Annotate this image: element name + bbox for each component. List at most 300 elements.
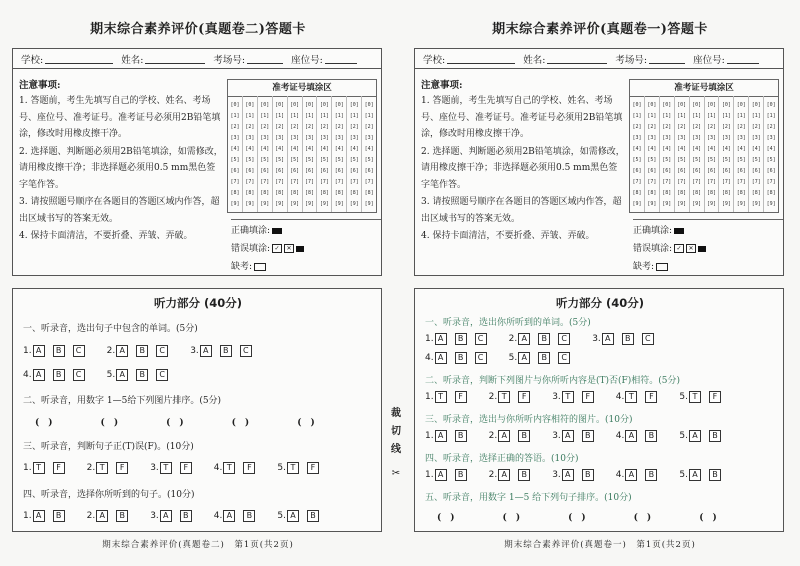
digit-bubble[interactable]: [5] [736,157,746,163]
option-bubble[interactable]: A [33,369,45,381]
option-bubble[interactable]: T [562,391,574,403]
option-bubble[interactable]: C [475,333,487,345]
digit-bubble[interactable]: [4] [290,146,300,152]
digit-bubble[interactable]: [3] [662,135,672,141]
digit-bubble[interactable]: [7] [230,179,240,185]
order-blank[interactable]: ( ) [699,513,717,523]
digit-bubble[interactable]: [5] [304,157,314,163]
room-field[interactable] [649,53,685,64]
digit-bubble[interactable]: [3] [736,135,746,141]
option-bubble[interactable]: C [156,345,168,357]
room-field[interactable] [247,53,283,64]
digit-bubble[interactable]: [3] [319,135,329,141]
digit-bubble[interactable]: [9] [304,201,314,207]
digit-bubble[interactable]: [9] [751,201,761,207]
option-bubble[interactable]: A [518,333,530,345]
digit-bubble[interactable]: [5] [334,157,344,163]
absent-box[interactable] [254,263,266,271]
digit-bubble[interactable]: [6] [766,168,776,174]
digit-bubble[interactable]: [8] [647,190,657,196]
digit-bubble[interactable]: [9] [364,201,374,207]
option-bubble[interactable]: B [582,430,594,442]
digit-bubble[interactable]: [7] [319,179,329,185]
digit-bubble[interactable]: [0] [245,102,255,108]
digit-bubble[interactable]: [8] [364,190,374,196]
digit-bubble[interactable]: [3] [349,135,359,141]
option-bubble[interactable]: A [498,469,510,481]
digit-bubble[interactable]: [4] [334,146,344,152]
digit-bubble[interactable]: [4] [766,146,776,152]
option-bubble[interactable]: B [709,430,721,442]
digit-bubble[interactable]: [5] [706,157,716,163]
digit-bubble[interactable]: [2] [319,124,329,130]
digit-bubble[interactable]: [4] [632,146,642,152]
digit-bubble[interactable]: [0] [706,102,716,108]
digit-bubble[interactable]: [7] [632,179,642,185]
option-bubble[interactable]: F [180,462,192,474]
option-bubble[interactable]: A [562,430,574,442]
digit-bubble[interactable]: [2] [334,124,344,130]
option-bubble[interactable]: B [518,430,530,442]
digit-bubble[interactable]: [4] [319,146,329,152]
option-bubble[interactable]: B [455,352,467,364]
digit-bubble[interactable]: [7] [245,179,255,185]
option-bubble[interactable]: B [116,510,128,522]
digit-bubble[interactable]: [5] [245,157,255,163]
option-bubble[interactable]: C [73,369,85,381]
digit-bubble[interactable]: [5] [677,157,687,163]
digit-bubble[interactable]: [6] [349,168,359,174]
option-bubble[interactable]: T [689,391,701,403]
digit-bubble[interactable]: [9] [692,201,702,207]
digit-bubble[interactable]: [6] [304,168,314,174]
digit-bubble[interactable]: [6] [706,168,716,174]
digit-bubble[interactable]: [7] [736,179,746,185]
digit-bubble[interactable]: [0] [632,102,642,108]
option-bubble[interactable]: B [455,430,467,442]
option-bubble[interactable]: A [518,352,530,364]
digit-bubble[interactable]: [0] [751,102,761,108]
digit-bubble[interactable]: [5] [721,157,731,163]
option-bubble[interactable]: T [223,462,235,474]
digit-bubble[interactable]: [9] [632,201,642,207]
digit-bubble[interactable]: [8] [290,190,300,196]
digit-bubble[interactable]: [3] [647,135,657,141]
option-bubble[interactable]: B [53,510,65,522]
digit-bubble[interactable]: [7] [766,179,776,185]
digit-bubble[interactable]: [5] [632,157,642,163]
digit-bubble[interactable]: [1] [677,113,687,119]
digit-bubble[interactable]: [9] [662,201,672,207]
option-bubble[interactable]: A [200,345,212,357]
option-bubble[interactable]: A [435,333,447,345]
digit-bubble[interactable]: [2] [230,124,240,130]
digit-bubble[interactable]: [4] [230,146,240,152]
digit-bubble[interactable]: [5] [364,157,374,163]
digit-bubble[interactable]: [5] [751,157,761,163]
digit-bubble[interactable]: [9] [275,201,285,207]
digit-bubble[interactable]: [0] [692,102,702,108]
digit-bubble[interactable]: [2] [349,124,359,130]
digit-bubble[interactable]: [1] [230,113,240,119]
digit-bubble[interactable]: [2] [245,124,255,130]
digit-bubble[interactable]: [7] [275,179,285,185]
digit-bubble[interactable]: [2] [662,124,672,130]
digit-bubble[interactable]: [8] [736,190,746,196]
digit-bubble[interactable]: [9] [334,201,344,207]
option-bubble[interactable]: B [645,469,657,481]
digit-bubble[interactable]: [1] [647,113,657,119]
digit-bubble[interactable]: [9] [677,201,687,207]
digit-bubble[interactable]: [0] [334,102,344,108]
digit-bubble[interactable]: [0] [275,102,285,108]
option-bubble[interactable]: A [625,469,637,481]
digit-bubble[interactable]: [4] [364,146,374,152]
digit-bubble[interactable]: [8] [706,190,716,196]
digit-bubble[interactable]: [9] [721,201,731,207]
option-bubble[interactable]: F [243,462,255,474]
digit-bubble[interactable]: [4] [736,146,746,152]
digit-bubble[interactable]: [9] [245,201,255,207]
digit-bubble[interactable]: [3] [290,135,300,141]
order-blank[interactable]: ( ) [100,418,119,428]
digit-bubble[interactable]: [0] [319,102,329,108]
option-bubble[interactable]: A [435,430,447,442]
digit-bubble[interactable]: [4] [245,146,255,152]
digit-bubble[interactable]: [1] [364,113,374,119]
digit-bubble[interactable]: [4] [260,146,270,152]
option-bubble[interactable]: C [642,333,654,345]
digit-bubble[interactable]: [4] [304,146,314,152]
option-bubble[interactable]: A [96,510,108,522]
order-blank[interactable]: ( ) [231,418,250,428]
digit-bubble[interactable]: [9] [349,201,359,207]
digit-bubble[interactable]: [0] [662,102,672,108]
digit-bubble[interactable]: [1] [692,113,702,119]
digit-bubble[interactable]: [6] [275,168,285,174]
digit-bubble[interactable]: [6] [632,168,642,174]
digit-bubble[interactable]: [3] [304,135,314,141]
digit-bubble[interactable]: [8] [632,190,642,196]
option-bubble[interactable]: B [307,510,319,522]
option-bubble[interactable]: B [538,333,550,345]
option-bubble[interactable]: C [558,333,570,345]
digit-bubble[interactable]: [0] [304,102,314,108]
digit-bubble[interactable]: [0] [230,102,240,108]
option-bubble[interactable]: T [625,391,637,403]
digit-bubble[interactable]: [2] [736,124,746,130]
digit-bubble[interactable]: [1] [304,113,314,119]
seat-field[interactable] [325,53,357,64]
digit-bubble[interactable]: [7] [751,179,761,185]
digit-bubble[interactable]: [2] [692,124,702,130]
digit-bubble[interactable]: [5] [647,157,657,163]
option-bubble[interactable]: B [136,369,148,381]
digit-bubble[interactable]: [1] [290,113,300,119]
digit-bubble[interactable]: [1] [766,113,776,119]
digit-bubble[interactable]: [4] [706,146,716,152]
order-blank[interactable]: ( ) [166,418,184,428]
digit-bubble[interactable]: [7] [662,179,672,185]
absent-box[interactable] [656,263,668,271]
option-bubble[interactable]: F [518,391,530,403]
digit-bubble[interactable]: [1] [706,113,716,119]
digit-bubble[interactable]: [9] [260,201,270,207]
grid-columns[interactable] [630,96,778,212]
digit-bubble[interactable]: [8] [662,190,672,196]
digit-bubble[interactable]: [3] [230,135,240,141]
digit-bubble[interactable]: [8] [766,190,776,196]
digit-bubble[interactable]: [1] [245,113,255,119]
digit-bubble[interactable]: [3] [766,135,776,141]
digit-bubble[interactable]: [9] [706,201,716,207]
digit-bubble[interactable]: [2] [275,124,285,130]
option-bubble[interactable]: T [498,391,510,403]
digit-bubble[interactable]: [4] [662,146,672,152]
digit-bubble[interactable]: [3] [364,135,374,141]
option-bubble[interactable]: A [625,430,637,442]
option-bubble[interactable]: A [689,430,701,442]
digit-bubble[interactable]: [8] [334,190,344,196]
digit-bubble[interactable]: [4] [751,146,761,152]
digit-bubble[interactable]: [4] [677,146,687,152]
option-bubble[interactable]: A [689,469,701,481]
digit-bubble[interactable]: [3] [721,135,731,141]
option-bubble[interactable]: A [116,369,128,381]
digit-bubble[interactable]: [6] [736,168,746,174]
digit-bubble[interactable]: [3] [334,135,344,141]
digit-bubble[interactable]: [0] [260,102,270,108]
digit-bubble[interactable]: [3] [751,135,761,141]
digit-bubble[interactable]: [6] [290,168,300,174]
option-bubble[interactable]: A [287,510,299,522]
digit-bubble[interactable]: [7] [260,179,270,185]
option-bubble[interactable]: B [53,369,65,381]
digit-bubble[interactable]: [7] [647,179,657,185]
digit-bubble[interactable]: [0] [290,102,300,108]
digit-bubble[interactable]: [0] [766,102,776,108]
digit-bubble[interactable]: [5] [290,157,300,163]
order-blank[interactable]: ( ) [502,513,521,523]
digit-bubble[interactable]: [3] [260,135,270,141]
option-bubble[interactable]: T [435,391,447,403]
order-blank[interactable]: ( ) [437,513,455,523]
digit-bubble[interactable]: [5] [275,157,285,163]
seat-field[interactable] [727,53,759,64]
option-bubble[interactable]: B [645,430,657,442]
digit-bubble[interactable]: [0] [677,102,687,108]
option-bubble[interactable]: B [53,345,65,357]
digit-bubble[interactable]: [8] [260,190,270,196]
option-bubble[interactable]: B [220,345,232,357]
option-bubble[interactable]: B [180,510,192,522]
digit-bubble[interactable]: [3] [692,135,702,141]
order-blank[interactable]: ( ) [297,418,315,428]
option-bubble[interactable]: A [602,333,614,345]
digit-bubble[interactable]: [1] [751,113,761,119]
digit-bubble[interactable]: [9] [736,201,746,207]
digit-bubble[interactable]: [8] [319,190,329,196]
digit-bubble[interactable]: [2] [751,124,761,130]
digit-bubble[interactable]: [9] [319,201,329,207]
digit-bubble[interactable]: [7] [692,179,702,185]
digit-bubble[interactable]: [7] [349,179,359,185]
digit-bubble[interactable]: [9] [766,201,776,207]
option-bubble[interactable]: B [455,469,467,481]
digit-bubble[interactable]: [1] [275,113,285,119]
digit-bubble[interactable]: [5] [766,157,776,163]
digit-bubble[interactable]: [6] [230,168,240,174]
option-bubble[interactable]: A [435,469,447,481]
digit-bubble[interactable]: [0] [364,102,374,108]
digit-bubble[interactable]: [8] [721,190,731,196]
digit-bubble[interactable]: [7] [290,179,300,185]
digit-bubble[interactable]: [5] [260,157,270,163]
digit-bubble[interactable]: [9] [230,201,240,207]
school-field[interactable] [447,53,515,64]
digit-bubble[interactable]: [8] [677,190,687,196]
option-bubble[interactable]: T [160,462,172,474]
digit-bubble[interactable]: [3] [677,135,687,141]
digit-bubble[interactable]: [2] [647,124,657,130]
grid-columns[interactable] [228,96,376,212]
digit-bubble[interactable]: [9] [290,201,300,207]
option-bubble[interactable]: F [455,391,467,403]
digit-bubble[interactable]: [6] [245,168,255,174]
digit-bubble[interactable]: [1] [334,113,344,119]
name-field[interactable] [547,53,607,64]
option-bubble[interactable]: F [709,391,721,403]
digit-bubble[interactable]: [1] [736,113,746,119]
digit-bubble[interactable]: [2] [766,124,776,130]
digit-bubble[interactable]: [5] [349,157,359,163]
option-bubble[interactable]: C [240,345,252,357]
digit-bubble[interactable]: [6] [721,168,731,174]
option-bubble[interactable]: C [156,369,168,381]
digit-bubble[interactable]: [2] [364,124,374,130]
digit-bubble[interactable]: [3] [245,135,255,141]
option-bubble[interactable]: F [53,462,65,474]
option-bubble[interactable]: F [116,462,128,474]
digit-bubble[interactable]: [0] [647,102,657,108]
order-blank[interactable]: ( ) [633,513,652,523]
digit-bubble[interactable]: [6] [334,168,344,174]
digit-bubble[interactable]: [2] [721,124,731,130]
digit-bubble[interactable]: [6] [751,168,761,174]
digit-bubble[interactable]: [2] [290,124,300,130]
digit-bubble[interactable]: [7] [334,179,344,185]
option-bubble[interactable]: A [562,469,574,481]
option-bubble[interactable]: C [558,352,570,364]
option-bubble[interactable]: A [33,345,45,357]
option-bubble[interactable]: T [96,462,108,474]
digit-bubble[interactable]: [5] [319,157,329,163]
option-bubble[interactable]: T [287,462,299,474]
name-field[interactable] [145,53,205,64]
digit-bubble[interactable]: [0] [721,102,731,108]
digit-bubble[interactable]: [3] [632,135,642,141]
digit-bubble[interactable]: [5] [692,157,702,163]
order-blank[interactable]: ( ) [35,418,53,428]
digit-bubble[interactable]: [8] [230,190,240,196]
option-bubble[interactable]: B [582,469,594,481]
digit-bubble[interactable]: [4] [275,146,285,152]
digit-bubble[interactable]: [7] [364,179,374,185]
digit-bubble[interactable]: [8] [751,190,761,196]
option-bubble[interactable]: A [160,510,172,522]
digit-bubble[interactable]: [6] [364,168,374,174]
digit-bubble[interactable]: [2] [632,124,642,130]
option-bubble[interactable]: F [307,462,319,474]
school-field[interactable] [45,53,113,64]
digit-bubble[interactable]: [2] [260,124,270,130]
digit-bubble[interactable]: [1] [632,113,642,119]
option-bubble[interactable]: C [475,352,487,364]
digit-bubble[interactable]: [0] [736,102,746,108]
option-bubble[interactable]: B [136,345,148,357]
digit-bubble[interactable]: [1] [349,113,359,119]
digit-bubble[interactable]: [6] [677,168,687,174]
digit-bubble[interactable]: [4] [721,146,731,152]
digit-bubble[interactable]: [6] [692,168,702,174]
digit-bubble[interactable]: [0] [349,102,359,108]
digit-bubble[interactable]: [6] [662,168,672,174]
digit-bubble[interactable]: [1] [721,113,731,119]
option-bubble[interactable]: A [435,352,447,364]
option-bubble[interactable]: B [709,469,721,481]
digit-bubble[interactable]: [3] [706,135,716,141]
digit-bubble[interactable]: [6] [260,168,270,174]
order-blank[interactable]: ( ) [568,513,586,523]
option-bubble[interactable]: F [645,391,657,403]
option-bubble[interactable]: A [498,430,510,442]
option-bubble[interactable]: A [116,345,128,357]
digit-bubble[interactable]: [4] [647,146,657,152]
digit-bubble[interactable]: [3] [275,135,285,141]
option-bubble[interactable]: B [518,469,530,481]
digit-bubble[interactable]: [2] [304,124,314,130]
digit-bubble[interactable]: [6] [319,168,329,174]
digit-bubble[interactable]: [9] [647,201,657,207]
digit-bubble[interactable]: [1] [319,113,329,119]
digit-bubble[interactable]: [7] [706,179,716,185]
digit-bubble[interactable]: [4] [692,146,702,152]
digit-bubble[interactable]: [1] [260,113,270,119]
digit-bubble[interactable]: [4] [349,146,359,152]
digit-bubble[interactable]: [8] [349,190,359,196]
digit-bubble[interactable]: [5] [662,157,672,163]
digit-bubble[interactable]: [8] [692,190,702,196]
digit-bubble[interactable]: [8] [304,190,314,196]
digit-bubble[interactable]: [6] [647,168,657,174]
option-bubble[interactable]: B [538,352,550,364]
option-bubble[interactable]: B [622,333,634,345]
option-bubble[interactable]: C [73,345,85,357]
option-bubble[interactable]: B [243,510,255,522]
digit-bubble[interactable]: [7] [677,179,687,185]
digit-bubble[interactable]: [2] [677,124,687,130]
option-bubble[interactable]: T [33,462,45,474]
digit-bubble[interactable]: [2] [706,124,716,130]
digit-bubble[interactable]: [7] [721,179,731,185]
digit-bubble[interactable]: [8] [245,190,255,196]
option-bubble[interactable]: A [223,510,235,522]
digit-bubble[interactable]: [7] [304,179,314,185]
option-bubble[interactable]: A [33,510,45,522]
digit-bubble[interactable]: [8] [275,190,285,196]
digit-bubble[interactable]: [1] [662,113,672,119]
option-bubble[interactable]: F [582,391,594,403]
